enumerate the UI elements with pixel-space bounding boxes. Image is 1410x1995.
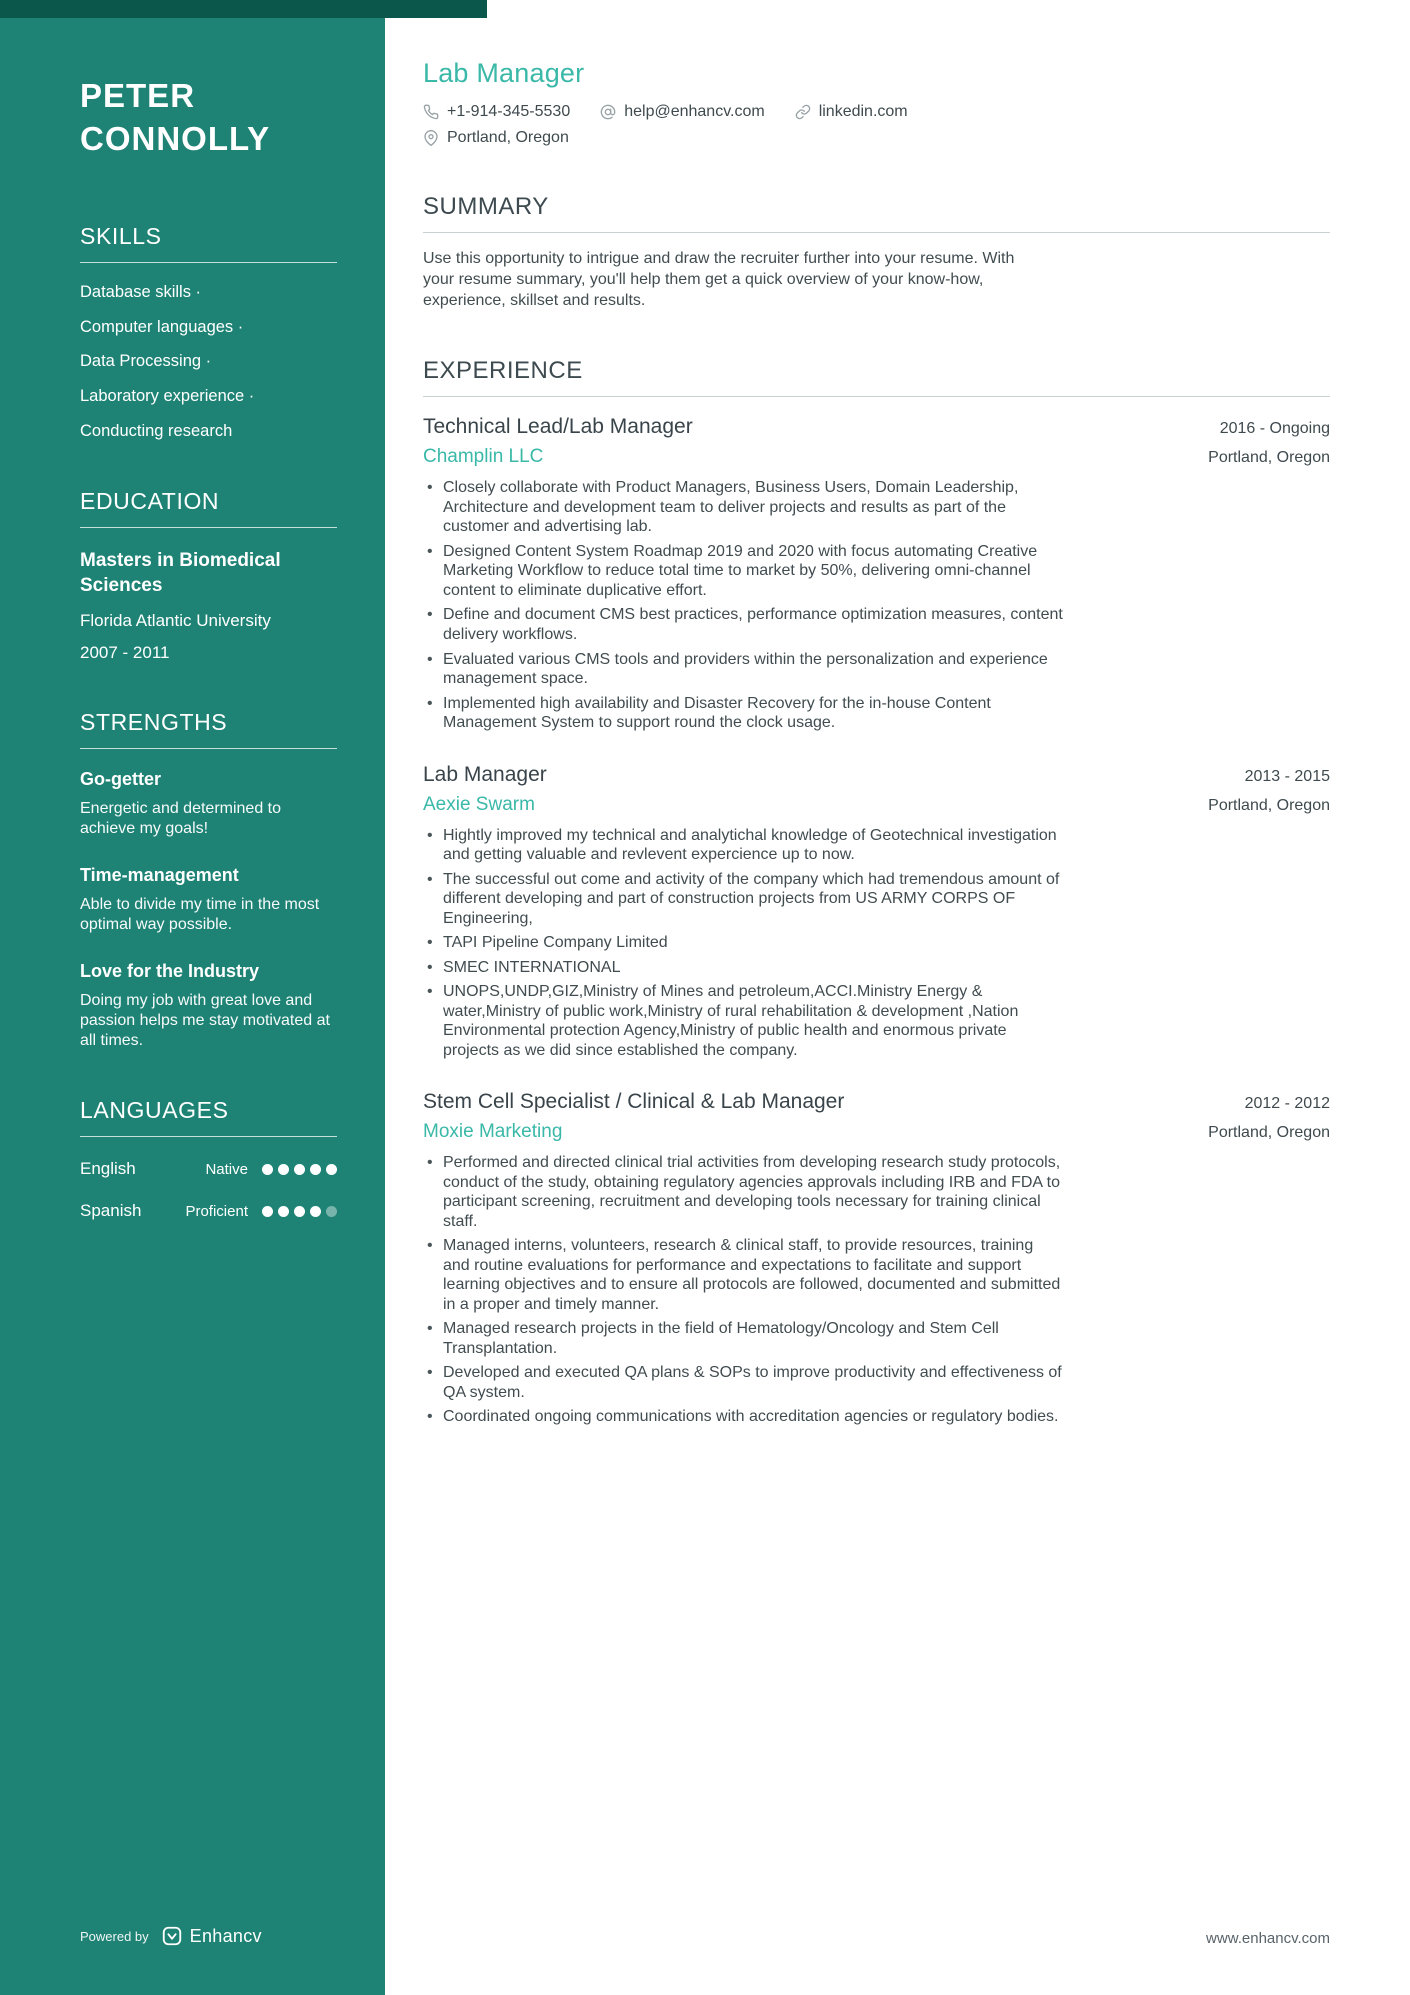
job-dates: 2016 - Ongoing <box>1219 420 1330 438</box>
strength-name: Love for the Industry <box>80 961 260 982</box>
job-dates: 2013 - 2015 <box>1244 767 1330 785</box>
company-name: Moxie Marketing <box>423 1121 563 1143</box>
skill-item: Laboratory experience · <box>80 387 255 406</box>
phone-icon <box>423 104 439 120</box>
contact-linkedin[interactable] <box>795 103 908 121</box>
skills-heading: SKILLS <box>80 223 337 263</box>
dot-filled <box>278 1164 289 1175</box>
job-title: Technical Lead/Lab Manager <box>423 415 693 439</box>
education-dates: 2007 - 2011 <box>80 643 170 663</box>
company-name: Aexie Swarm <box>423 793 535 815</box>
language-level: Native <box>205 1160 248 1178</box>
job-location: Portland, Oregon <box>1208 796 1330 814</box>
skills-list <box>80 283 337 442</box>
bullet-item: • Define and document CMS best practices, performance optimization measures, content delivery workflows. <box>423 605 1063 644</box>
contact-row-location <box>423 129 1330 147</box>
map-pin-icon <box>423 130 439 146</box>
strength-desc: Doing my job with great love and passion helps me stay motivated at all times. <box>80 992 330 1050</box>
contact-phone <box>423 103 570 121</box>
education-school: Florida Atlantic University <box>80 611 271 631</box>
language-name: Spanish <box>80 1201 142 1221</box>
phone-number: +1-914-345-5530 <box>447 103 571 120</box>
summary-section <box>423 193 1330 311</box>
strength-desc: Energetic and determined to achieve my goals! <box>80 800 282 838</box>
top-accent-strip <box>0 0 487 18</box>
job-location: Portland, Oregon <box>1208 449 1330 467</box>
powered-by-label: Powered by <box>80 1928 149 1944</box>
main-content <box>385 0 1410 1995</box>
strength-name: Go-getter <box>80 769 161 790</box>
dot-empty <box>326 1206 337 1217</box>
education-degree: Masters in Biomedical Sciences <box>80 549 281 597</box>
language-name: English <box>80 1159 136 1179</box>
contact-email[interactable] <box>600 103 764 121</box>
company-name: Champlin LLC <box>423 446 544 468</box>
at-sign-icon <box>600 104 616 120</box>
job-bullets <box>423 478 1063 732</box>
enhancv-site-url[interactable]: www.enhancv.com <box>1206 1930 1330 1947</box>
summary-heading: SUMMARY <box>423 193 1330 233</box>
strengths-list <box>80 769 337 1051</box>
strength-item <box>80 961 337 1051</box>
bullet-item: • Managed interns, volunteers, research & clinical staff, to provide resources, training and routine evaluations for performance and expectations to facilitate and support learning objectives and to ensure all protocols are followed, documented and submitted in a proper and timely manner. <box>423 1236 1063 1314</box>
language-proficiency-dots <box>262 1164 337 1175</box>
location-text: Portland, Oregon <box>447 129 569 146</box>
role-title: Lab Manager <box>423 58 585 88</box>
experience-entry <box>423 763 1330 1061</box>
skill-item: Database skills · <box>80 282 202 301</box>
job-header <box>423 415 1330 439</box>
bullet-item: • Managed research projects in the field of Hematology/Oncology and Stem Cell Transplantation. <box>423 1319 1063 1358</box>
bullet-item: • TAPI Pipeline Company Limited <box>423 933 1063 953</box>
contact-location <box>423 129 569 147</box>
strength-desc: Able to divide my time in the most optimal way possible. <box>80 896 320 934</box>
skill-item: Data Processing · <box>80 352 212 371</box>
job-header <box>423 763 1330 787</box>
link-icon <box>795 104 811 120</box>
powered-by-footer[interactable] <box>80 1925 262 1947</box>
bullet-item: • Evaluated various CMS tools and providers within the personalization and experience management space. <box>423 650 1063 689</box>
job-title: Stem Cell Specialist / Clinical & Lab Manager <box>423 1090 845 1114</box>
job-header <box>423 1090 1330 1114</box>
language-row <box>80 1201 337 1221</box>
bullet-item: • Implemented high availability and Disaster Recovery for the in-house Content Management System to support round the clock usage. <box>423 694 1063 733</box>
job-subheader <box>423 1121 1330 1143</box>
email-address[interactable]: help@enhancv.com <box>624 103 765 120</box>
skill-item: Computer languages · <box>80 317 244 336</box>
bullet-item: • SMEC INTERNATIONAL <box>423 958 1063 978</box>
job-title: Lab Manager <box>423 762 547 786</box>
linkedin-url[interactable]: linkedin.com <box>818 103 908 120</box>
dot-filled <box>326 1164 337 1175</box>
enhancv-logo-icon <box>161 1925 183 1947</box>
bullet-item: • Performed and directed clinical trial activities from developing research study protocols, conduct of the study, obtaining regulatory agencies approvals including IRB and FDA to participant screening, recruitment and developing tools necessary for training clinical staff. <box>423 1153 1063 1231</box>
strength-name: Time-management <box>80 865 239 886</box>
strengths-heading: STRENGTHS <box>80 709 337 749</box>
languages-section <box>80 1097 337 1221</box>
skill-item: Conducting research <box>80 421 233 440</box>
job-subheader <box>423 446 1330 468</box>
education-heading: EDUCATION <box>80 488 337 528</box>
bullet-item: • The successful out come and activity of the company which had tremendous amount of different developing and part of construction projects from US ARMY CORPS OF Engineering, <box>423 870 1063 929</box>
strength-item <box>80 865 337 935</box>
skills-section <box>80 223 337 442</box>
bullet-item: • Hightly improved my technical and analytichal knowledge of Geotechnical investigation and getting valuable and revlevent expercience up to now. <box>423 826 1063 865</box>
person-name: PETER CONNOLLY <box>80 77 271 157</box>
dot-filled <box>294 1164 305 1175</box>
job-bullets <box>423 826 1063 1061</box>
dot-filled <box>262 1164 273 1175</box>
bullet-item: • Designed Content System Roadmap 2019 and 2020 with focus automating Creative Marketing Workflow to reduce total time to market by 50%, delivering omni-channel content to eliminate duplicative effort. <box>423 542 1063 601</box>
strength-item <box>80 769 337 839</box>
education-section <box>80 488 337 663</box>
sidebar <box>0 0 385 1995</box>
enhancv-logo <box>161 1925 262 1947</box>
experience-heading: EXPERIENCE <box>423 357 1330 397</box>
bullet-item: • Developed and executed QA plans & SOPs to improve productivity and effectiveness of QA system. <box>423 1363 1063 1402</box>
bullet-item: • UNOPS,UNDP,GIZ,Ministry of Mines and petroleum,ACCI.Ministry Energy & water,Ministry of public work,Ministry of rural rehabilitation & development ,Nation Environmental protection Agency,Ministry of public health and enormous private projects as we did since established the company. <box>423 982 1063 1060</box>
job-dates: 2012 - 2012 <box>1244 1095 1330 1113</box>
dot-filled <box>310 1164 321 1175</box>
bullet-item: • Closely collaborate with Product Managers, Business Users, Domain Leadership, Architecture and development team to deliver projects and results as part of the customer and advertising lab. <box>423 478 1063 537</box>
enhancv-brand-name: Enhancv <box>189 1925 262 1946</box>
dot-filled <box>278 1206 289 1217</box>
job-subheader <box>423 794 1330 816</box>
experience-entry <box>423 415 1330 732</box>
languages-heading: LANGUAGES <box>80 1097 337 1137</box>
summary-text: Use this opportunity to intrigue and draw the recruiter further into your resume. With your resume summary, you'll help them get a quick overview of your know-how, experience, skillset and results. <box>423 250 1015 309</box>
experience-section <box>423 357 1330 1427</box>
language-row <box>80 1159 337 1179</box>
dot-filled <box>310 1206 321 1217</box>
language-level: Proficient <box>185 1202 248 1220</box>
dot-filled <box>294 1206 305 1217</box>
contact-row <box>423 103 1330 121</box>
bullet-item: • Coordinated ongoing communications with accreditation agencies or regulatory bodies. <box>423 1407 1063 1427</box>
experience-entry <box>423 1090 1330 1427</box>
job-location: Portland, Oregon <box>1208 1124 1330 1142</box>
language-proficiency-dots <box>262 1206 337 1217</box>
languages-list <box>80 1159 337 1221</box>
strengths-section <box>80 709 337 1051</box>
job-bullets <box>423 1153 1063 1427</box>
dot-filled <box>262 1206 273 1217</box>
